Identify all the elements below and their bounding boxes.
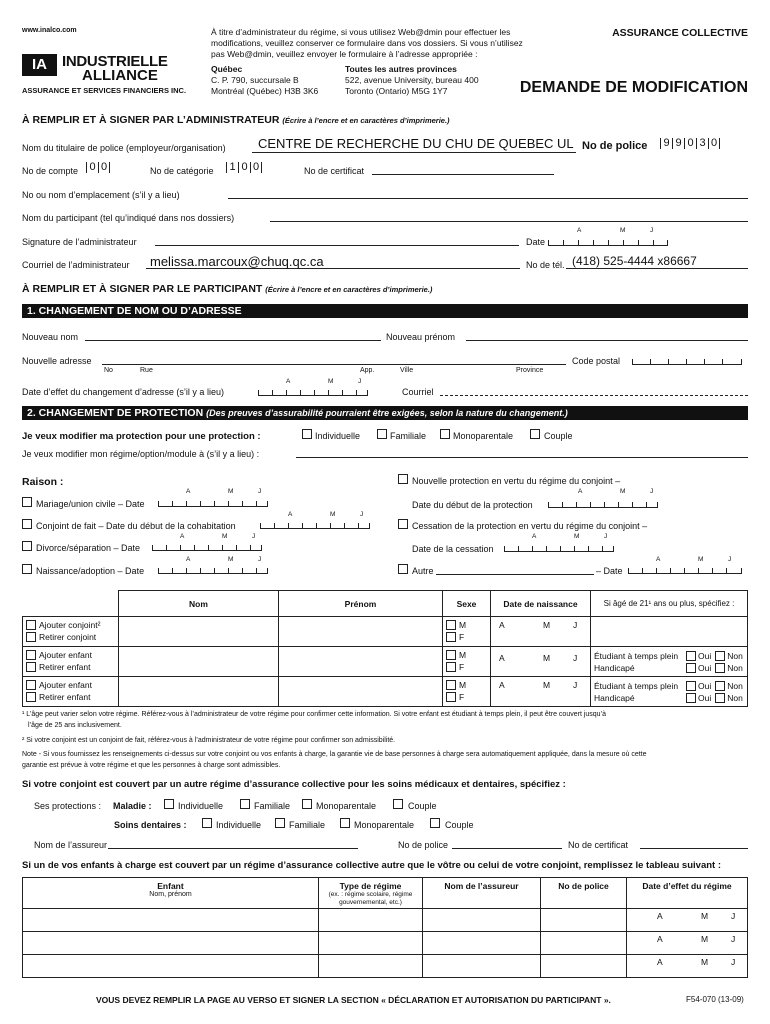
policy-cell[interactable]: [541, 932, 627, 955]
form-number: F54-070 (13-09): [686, 995, 744, 1004]
new-coverage-date-field[interactable]: [548, 500, 658, 508]
table-row: [23, 932, 748, 955]
postal-code-field[interactable]: [632, 357, 742, 365]
name-cell[interactable]: [119, 677, 279, 707]
table-row: Ajouter conjoint² Retirer conjoint M F A M J: [23, 617, 748, 647]
email-label: Courriel de l’administrateur: [22, 260, 130, 270]
new-address-field[interactable]: [102, 364, 566, 365]
cessation-date-field[interactable]: [504, 544, 614, 552]
footnote-2: ² Si votre conjoint est un conjoint de fait, référez-vous à l’administrateur de votre régime pour confirmer son admissibilité.: [22, 737, 396, 744]
postal-code-label: Code postal: [572, 356, 621, 366]
student-yes-checkbox[interactable]: [686, 681, 696, 691]
sex-f-checkbox[interactable]: [446, 662, 456, 672]
name-cell[interactable]: [119, 647, 279, 677]
footnote-1: ¹ L’âge peut varier selon votre régime. Référez-vous à l’administrateur de votre régime pour confirmer cette information. Si votre enfant est étudiant à temps plein, il peut être couvert jusqu’à: [22, 711, 607, 718]
company-tagline: ASSURANCE ET SERVICES FINANCIERS INC.: [22, 86, 187, 95]
add-spouse-checkbox[interactable]: [26, 620, 36, 630]
admin-date-field[interactable]: [548, 238, 668, 246]
policy-label: No de police: [582, 140, 648, 152]
note-3-cont: garantie est prévue à votre régime et que les personnes à charge sont admissibles.: [22, 762, 281, 769]
new-name-field[interactable]: [85, 340, 381, 341]
new-firstname-field[interactable]: [466, 340, 748, 341]
account-number-field[interactable]: 0 0: [86, 162, 110, 173]
company-name-2: ALLIANCE: [82, 67, 158, 84]
couple-checkbox[interactable]: [530, 429, 540, 439]
signature-label: Signature de l’administrateur: [22, 237, 137, 247]
new-spouse-coverage-checkbox[interactable]: [398, 474, 408, 484]
modify-plan-label: Je veux modifier mon régime/option/module à (s’il y a lieu) :: [22, 449, 260, 459]
effective-date-field[interactable]: [258, 388, 368, 396]
effective-date-label: Date d’effet du changement d’adresse (s’il y a lieu): [22, 387, 224, 397]
plan-type-cell[interactable]: [319, 955, 423, 978]
policy-cell[interactable]: [541, 955, 627, 978]
company-name-1: INDUSTRIELLE: [62, 53, 168, 70]
individual-checkbox[interactable]: [302, 429, 312, 439]
participant-email-field[interactable]: [440, 395, 748, 396]
insurer-cell[interactable]: [423, 955, 541, 978]
student-no-checkbox[interactable]: [715, 651, 725, 661]
dental-couple-checkbox[interactable]: [430, 818, 440, 828]
medical-single-parent-checkbox[interactable]: [302, 799, 312, 809]
footnote-1-cont: l’âge de 25 ans inclusivement.: [28, 722, 122, 729]
single-parent-checkbox[interactable]: [440, 429, 450, 439]
plan-date-cell[interactable]: A M J: [627, 955, 748, 978]
medical-individual-checkbox[interactable]: [164, 799, 174, 809]
quebec-address-line2: Montréal (Québec) H3B 3K6: [211, 86, 319, 96]
children-heading: Si un de vos enfants à charge est couvert par un régime d’assurance collective autre que le vôtre ou celui de votre conjoint, remplissez le tableau suivant :: [22, 860, 721, 871]
dental-individual-checkbox[interactable]: [202, 818, 212, 828]
sex-m-checkbox[interactable]: [446, 650, 456, 660]
insurer-cell[interactable]: [423, 909, 541, 932]
plan-type-cell[interactable]: [319, 909, 423, 932]
birth-adoption-checkbox[interactable]: [22, 564, 32, 574]
holder-label: Nom du titulaire de police (employeur/organisation): [22, 143, 226, 153]
participant-heading: À REMPLIR ET À SIGNER PAR LE PARTICIPANT (Écrire à l’encre et en caractères d’imprimerie.): [22, 283, 433, 295]
marriage-date-field[interactable]: [158, 499, 268, 507]
other-address-line2: Toronto (Ontario) M5G 1Y7: [345, 86, 448, 96]
spouse-heading: Si votre conjoint est couvert par un autre régime d’assurance collective pour les soins médicaux et dentaires, spécifiez :: [22, 779, 566, 790]
company-logo: IA: [22, 54, 57, 76]
plan-date-cell[interactable]: A M J: [627, 932, 748, 955]
spouse-policy-field[interactable]: [452, 848, 562, 849]
divorce-date-field[interactable]: [152, 543, 262, 551]
policy-cell[interactable]: [541, 909, 627, 932]
note-3: Note - Si vous fournissez les renseignements ci-dessus sur votre conjoint ou vos enfants à charge, la garantie vie de base personnes à charge sera automatiquement appliquée, dans la mesure où cette: [22, 751, 647, 758]
handicapped-no-checkbox[interactable]: [715, 693, 725, 703]
email-value[interactable]: melissa.marcoux@chuq.qc.ca: [150, 254, 324, 269]
location-label: No ou nom d’emplacement (s’il y a lieu): [22, 190, 180, 200]
reason-label: Raison :: [22, 476, 64, 488]
policy-number-field[interactable]: 9 9 0 3 0: [660, 138, 720, 149]
phone-value[interactable]: (418) 525-4444 x86667: [572, 254, 697, 268]
medical-couple-checkbox[interactable]: [393, 799, 403, 809]
plan-date-cell[interactable]: A M J: [627, 909, 748, 932]
handicapped-yes-checkbox[interactable]: [686, 663, 696, 673]
remove-child-checkbox[interactable]: [26, 662, 36, 672]
form-category: ASSURANCE COLLECTIVE: [612, 27, 748, 39]
section1-title: 1. CHANGEMENT DE NOM OU D’ADRESSE: [22, 304, 748, 318]
quebec-address-line1: C. P. 790, succursale B: [211, 75, 299, 85]
other-address-line1: 522, avenue University, bureau 400: [345, 75, 479, 85]
sex-f-checkbox[interactable]: [446, 692, 456, 702]
firstname-cell[interactable]: [279, 647, 443, 677]
signature-field[interactable]: [155, 245, 519, 246]
handicapped-yes-checkbox[interactable]: [686, 693, 696, 703]
modify-label: Je veux modifier ma protection pour une protection :: [22, 431, 261, 442]
intro-line-2: modifications, veuillez conserver ce formulaire dans vos dossiers. Si vous n’utilisez: [211, 38, 523, 48]
table-row: [23, 955, 748, 978]
website: www.inalco.com: [22, 27, 77, 34]
common-law-checkbox[interactable]: [22, 519, 32, 529]
insurer-cell[interactable]: [423, 932, 541, 955]
handicapped-no-checkbox[interactable]: [715, 663, 725, 673]
participant-field[interactable]: [270, 221, 748, 222]
intro-line-1: À titre d’administrateur du régime, si vous utilisez Web@dmin pour effectuer les: [211, 27, 511, 37]
student-no-checkbox[interactable]: [715, 681, 725, 691]
other-address-title: Toutes les autres provinces: [345, 64, 457, 74]
certificate-field[interactable]: [372, 174, 554, 175]
name-cell[interactable]: [119, 617, 279, 647]
email-label-1: Courriel: [402, 387, 434, 397]
footer-instruction: VOUS DEVEZ REMPLIR LA PAGE AU VERSO ET SIGNER LA SECTION « DÉCLARATION ET AUTORISATION DU PARTICIPANT ».: [96, 995, 611, 1005]
plan-type-cell[interactable]: [319, 932, 423, 955]
sex-f-checkbox[interactable]: [446, 632, 456, 642]
holder-value[interactable]: CENTRE DE RECHERCHE DU CHU DE QUEBEC UL: [258, 136, 574, 151]
table-row: Ajouter enfant Retirer enfant M F A M J Étudiant à temps plein Oui Non Handicapé Oui Non: [23, 677, 748, 707]
new-name-label: Nouveau nom: [22, 332, 79, 342]
participant-label: Nom du participant (tel qu’indiqué dans nos dossiers): [22, 213, 235, 223]
marriage-checkbox[interactable]: [22, 497, 32, 507]
spouse-insurer-field[interactable]: [108, 848, 358, 849]
dental-family-checkbox[interactable]: [275, 818, 285, 828]
quebec-address-title: Québec: [211, 64, 243, 74]
certificate-label: No de certificat: [304, 166, 365, 176]
new-firstname-label: Nouveau prénom: [386, 332, 456, 342]
dental-single-parent-checkbox[interactable]: [340, 818, 350, 828]
sex-m-checkbox[interactable]: [446, 620, 456, 630]
other-checkbox[interactable]: [398, 564, 408, 574]
intro-line-3: pas Web@dmin, veuillez envoyer le formulaire à l’adresse appropriée :: [211, 49, 478, 59]
category-label: No de catégorie: [150, 166, 214, 176]
spouse-certificate-field[interactable]: [640, 848, 748, 849]
remove-child-checkbox[interactable]: [26, 692, 36, 702]
family-checkbox[interactable]: [377, 429, 387, 439]
add-child-checkbox[interactable]: [26, 680, 36, 690]
child-name-cell[interactable]: [23, 955, 319, 978]
admin-heading: À REMPLIR ET À SIGNER PAR L’ADMINISTRATEUR (Écrire à l’encre et en caractères d’imprimerie.): [22, 114, 450, 126]
other-date-field[interactable]: [628, 566, 742, 574]
sex-m-checkbox[interactable]: [446, 680, 456, 690]
dependents-table: Nom Prénom Sexe Date de naissance Si âgé de 21¹ ans ou plus, spécifiez : Ajouter conjoint² Retirer conjoint M F A M J Ajouter enfant Retirer enfant M F A M J Étudiant à temps plein Oui Non Handicapé Oui Non Ajouter enfant Retirer enfant M F A M J Étudiant à temps plein Oui Non Handicapé Oui Non: [22, 590, 748, 707]
add-child-checkbox[interactable]: [26, 650, 36, 660]
remove-spouse-checkbox[interactable]: [26, 632, 36, 642]
divorce-checkbox[interactable]: [22, 541, 32, 551]
birth-date-field[interactable]: [158, 566, 268, 574]
location-field[interactable]: [228, 198, 748, 199]
phone-label: No de tél.: [526, 260, 565, 270]
other-field[interactable]: [436, 574, 594, 575]
category-number-field[interactable]: 1 0 0: [226, 162, 262, 173]
table-row: Ajouter enfant Retirer enfant M F A M J Étudiant à temps plein Oui Non Handicapé Oui Non: [23, 647, 748, 677]
child-name-cell[interactable]: [23, 909, 319, 932]
children-table: Enfant Nom, prénom Type de régime (ex. : régime scolaire, régime gouvernemental, etc.) Nom de l’assureur No de police Date d’effet du régime A M J A M J A M J: [22, 877, 748, 978]
date-label: Date: [526, 237, 546, 247]
form-title: DEMANDE DE MODIFICATION: [519, 79, 748, 96]
modify-plan-field[interactable]: [296, 457, 748, 458]
medical-family-checkbox[interactable]: [240, 799, 250, 809]
account-label: No de compte: [22, 166, 79, 176]
common-law-date-field[interactable]: [260, 521, 370, 529]
child-name-cell[interactable]: [23, 932, 319, 955]
cessation-checkbox[interactable]: [398, 519, 408, 529]
student-yes-checkbox[interactable]: [686, 651, 696, 661]
firstname-cell[interactable]: [279, 677, 443, 707]
table-row: [23, 909, 748, 932]
firstname-cell[interactable]: [279, 617, 443, 647]
new-address-label: Nouvelle adresse: [22, 356, 92, 366]
section2-title: 2. CHANGEMENT DE PROTECTION (Des preuves d’assurabilité pourraient être exigées, selon la nature du changement.): [22, 406, 748, 420]
